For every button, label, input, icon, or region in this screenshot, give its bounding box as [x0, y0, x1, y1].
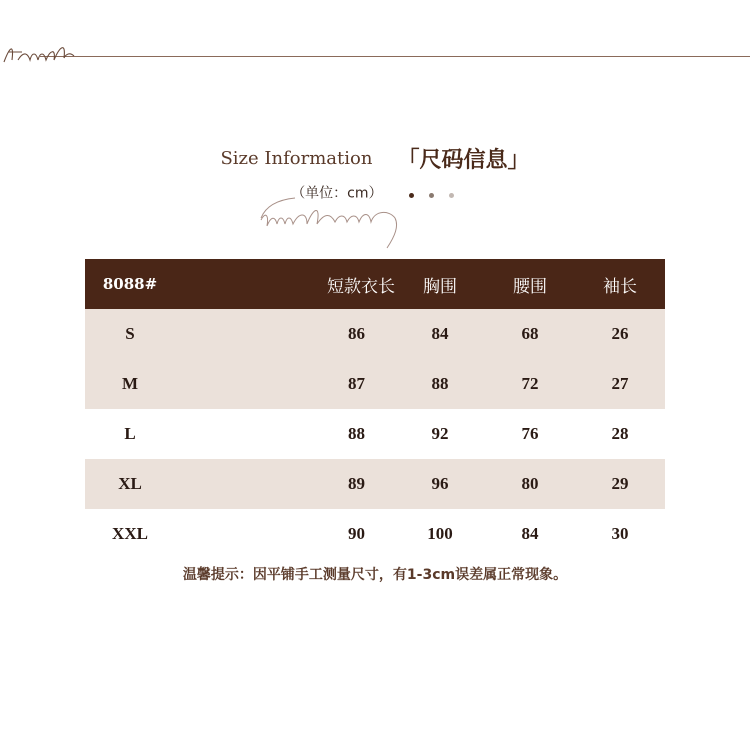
size-cell: XL	[85, 459, 175, 509]
sleeve-cell: 28	[575, 409, 665, 459]
heading	[0, 143, 750, 174]
sleeve-cell: 27	[575, 359, 665, 409]
header-length: 短款衣长	[175, 259, 395, 309]
table-row	[85, 509, 665, 559]
sleeve-cell: 30	[575, 509, 665, 559]
chest-cell: 84	[395, 309, 485, 359]
length-cell: 87	[175, 359, 395, 409]
waist-cell: 76	[485, 409, 575, 459]
header-waist: 腰围	[485, 259, 575, 309]
chest-cell: 96	[395, 459, 485, 509]
table-row	[85, 409, 665, 459]
script-signature-top	[0, 34, 80, 70]
heading-title-cn: 「尺码信息」	[397, 148, 530, 173]
table-row	[85, 459, 665, 509]
chest-cell: 88	[395, 359, 485, 409]
sleeve-cell: 26	[575, 309, 665, 359]
size-cell: L	[85, 409, 175, 459]
header-style-code: 8088#	[85, 259, 175, 309]
script-signature-middle	[255, 190, 415, 250]
chest-cell: 100	[395, 509, 485, 559]
waist-cell: 68	[485, 309, 575, 359]
waist-cell: 72	[485, 359, 575, 409]
top-divider-line	[40, 56, 750, 57]
length-cell: 89	[175, 459, 395, 509]
dot-3	[449, 193, 454, 198]
dot-2	[429, 193, 434, 198]
length-cell: 86	[175, 309, 395, 359]
table-row	[85, 359, 665, 409]
measurement-tip: 温馨提示：因平铺手工测量尺寸，有1-3cm误差属正常现象。	[182, 567, 568, 583]
chest-cell: 92	[395, 409, 485, 459]
unit-label: （单位：cm）	[291, 185, 383, 202]
size-cell: XXL	[85, 509, 175, 559]
length-cell: 88	[175, 409, 395, 459]
header-chest: 胸围	[395, 259, 485, 309]
length-cell: 90	[175, 509, 395, 559]
sleeve-cell: 29	[575, 459, 665, 509]
size-cell: M	[85, 359, 175, 409]
table-header-row	[85, 259, 665, 309]
size-cell: S	[85, 309, 175, 359]
table-row	[85, 309, 665, 359]
size-table	[85, 259, 665, 559]
waist-cell: 84	[485, 509, 575, 559]
header-sleeve: 袖长	[575, 259, 665, 309]
heading-title-en: Size Information	[220, 148, 373, 169]
waist-cell: 80	[485, 459, 575, 509]
